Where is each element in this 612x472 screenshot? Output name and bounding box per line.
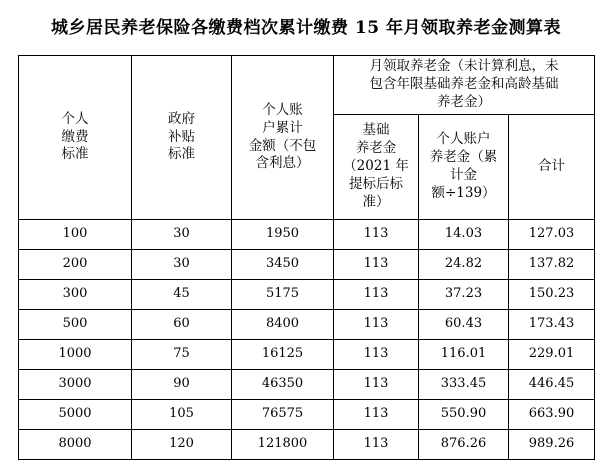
table-row [19,340,595,370]
cell-contribution: 500 [19,310,132,340]
header-account-total: 个人账 户累计 金额（不包 含利息） [232,56,334,220]
cell-contribution: 5000 [19,400,132,430]
cell-total: 173.43 [509,310,595,340]
cell-total: 137.82 [509,250,595,280]
cell-total: 127.03 [509,220,595,250]
cell-total: 150.23 [509,280,595,310]
cell-subsidy: 120 [132,430,232,460]
cell-basic: 113 [334,340,419,370]
cell-account-pension: 876.26 [419,430,509,460]
cell-total: 446.45 [509,370,595,400]
table-row [19,280,595,310]
cell-account-pension: 550.90 [419,400,509,430]
cell-account: 8400 [232,310,334,340]
table-row [19,370,595,400]
cell-basic: 113 [334,370,419,400]
header-basic-pension: 基础 养老金 （2021 年 提标后标 准） [334,115,419,220]
cell-account-pension: 116.01 [419,340,509,370]
table-row [19,250,595,280]
cell-contribution: 100 [19,220,132,250]
cell-basic: 113 [334,400,419,430]
cell-contribution: 1000 [19,340,132,370]
cell-subsidy: 60 [132,310,232,340]
cell-account: 3450 [232,250,334,280]
cell-account-pension: 333.45 [419,370,509,400]
cell-account-pension: 24.82 [419,250,509,280]
cell-subsidy: 105 [132,400,232,430]
cell-subsidy: 45 [132,280,232,310]
cell-account-pension: 60.43 [419,310,509,340]
table-row [19,400,595,430]
cell-account: 16125 [232,340,334,370]
header-monthly-pension-group: 月领取养老金（未计算利息，未 包含年限基础养老金和高龄基础 养老金） [334,56,595,115]
cell-subsidy: 75 [132,340,232,370]
table-row [19,220,595,250]
cell-account: 46350 [232,370,334,400]
table-row [19,310,595,340]
cell-total: 989.26 [509,430,595,460]
page-title: 城乡居民养老保险各缴费档次累计缴费 15 年月领取养老金测算表 [51,18,561,38]
pension-table [18,55,595,460]
cell-basic: 113 [334,430,419,460]
header-gov-subsidy: 政府 补贴 标准 [132,56,232,220]
cell-account: 76575 [232,400,334,430]
cell-contribution: 200 [19,250,132,280]
cell-basic: 113 [334,280,419,310]
cell-subsidy: 30 [132,220,232,250]
cell-account-pension: 14.03 [419,220,509,250]
table-row [19,430,595,460]
cell-account: 1950 [232,220,334,250]
cell-account: 121800 [232,430,334,460]
cell-account: 5175 [232,280,334,310]
cell-total: 663.90 [509,400,595,430]
header-contribution-standard: 个人 缴费 标准 [19,56,132,220]
header-total: 合计 [509,115,595,220]
cell-account-pension: 37.23 [419,280,509,310]
header-account-pension: 个人账户 养老金（累 计金 额÷139） [419,115,509,220]
cell-contribution: 3000 [19,370,132,400]
cell-subsidy: 90 [132,370,232,400]
cell-contribution: 300 [19,280,132,310]
cell-subsidy: 30 [132,250,232,280]
cell-total: 229.01 [509,340,595,370]
header-row-1 [19,56,595,115]
cell-basic: 113 [334,220,419,250]
cell-basic: 113 [334,250,419,280]
cell-contribution: 8000 [19,430,132,460]
cell-basic: 113 [334,310,419,340]
